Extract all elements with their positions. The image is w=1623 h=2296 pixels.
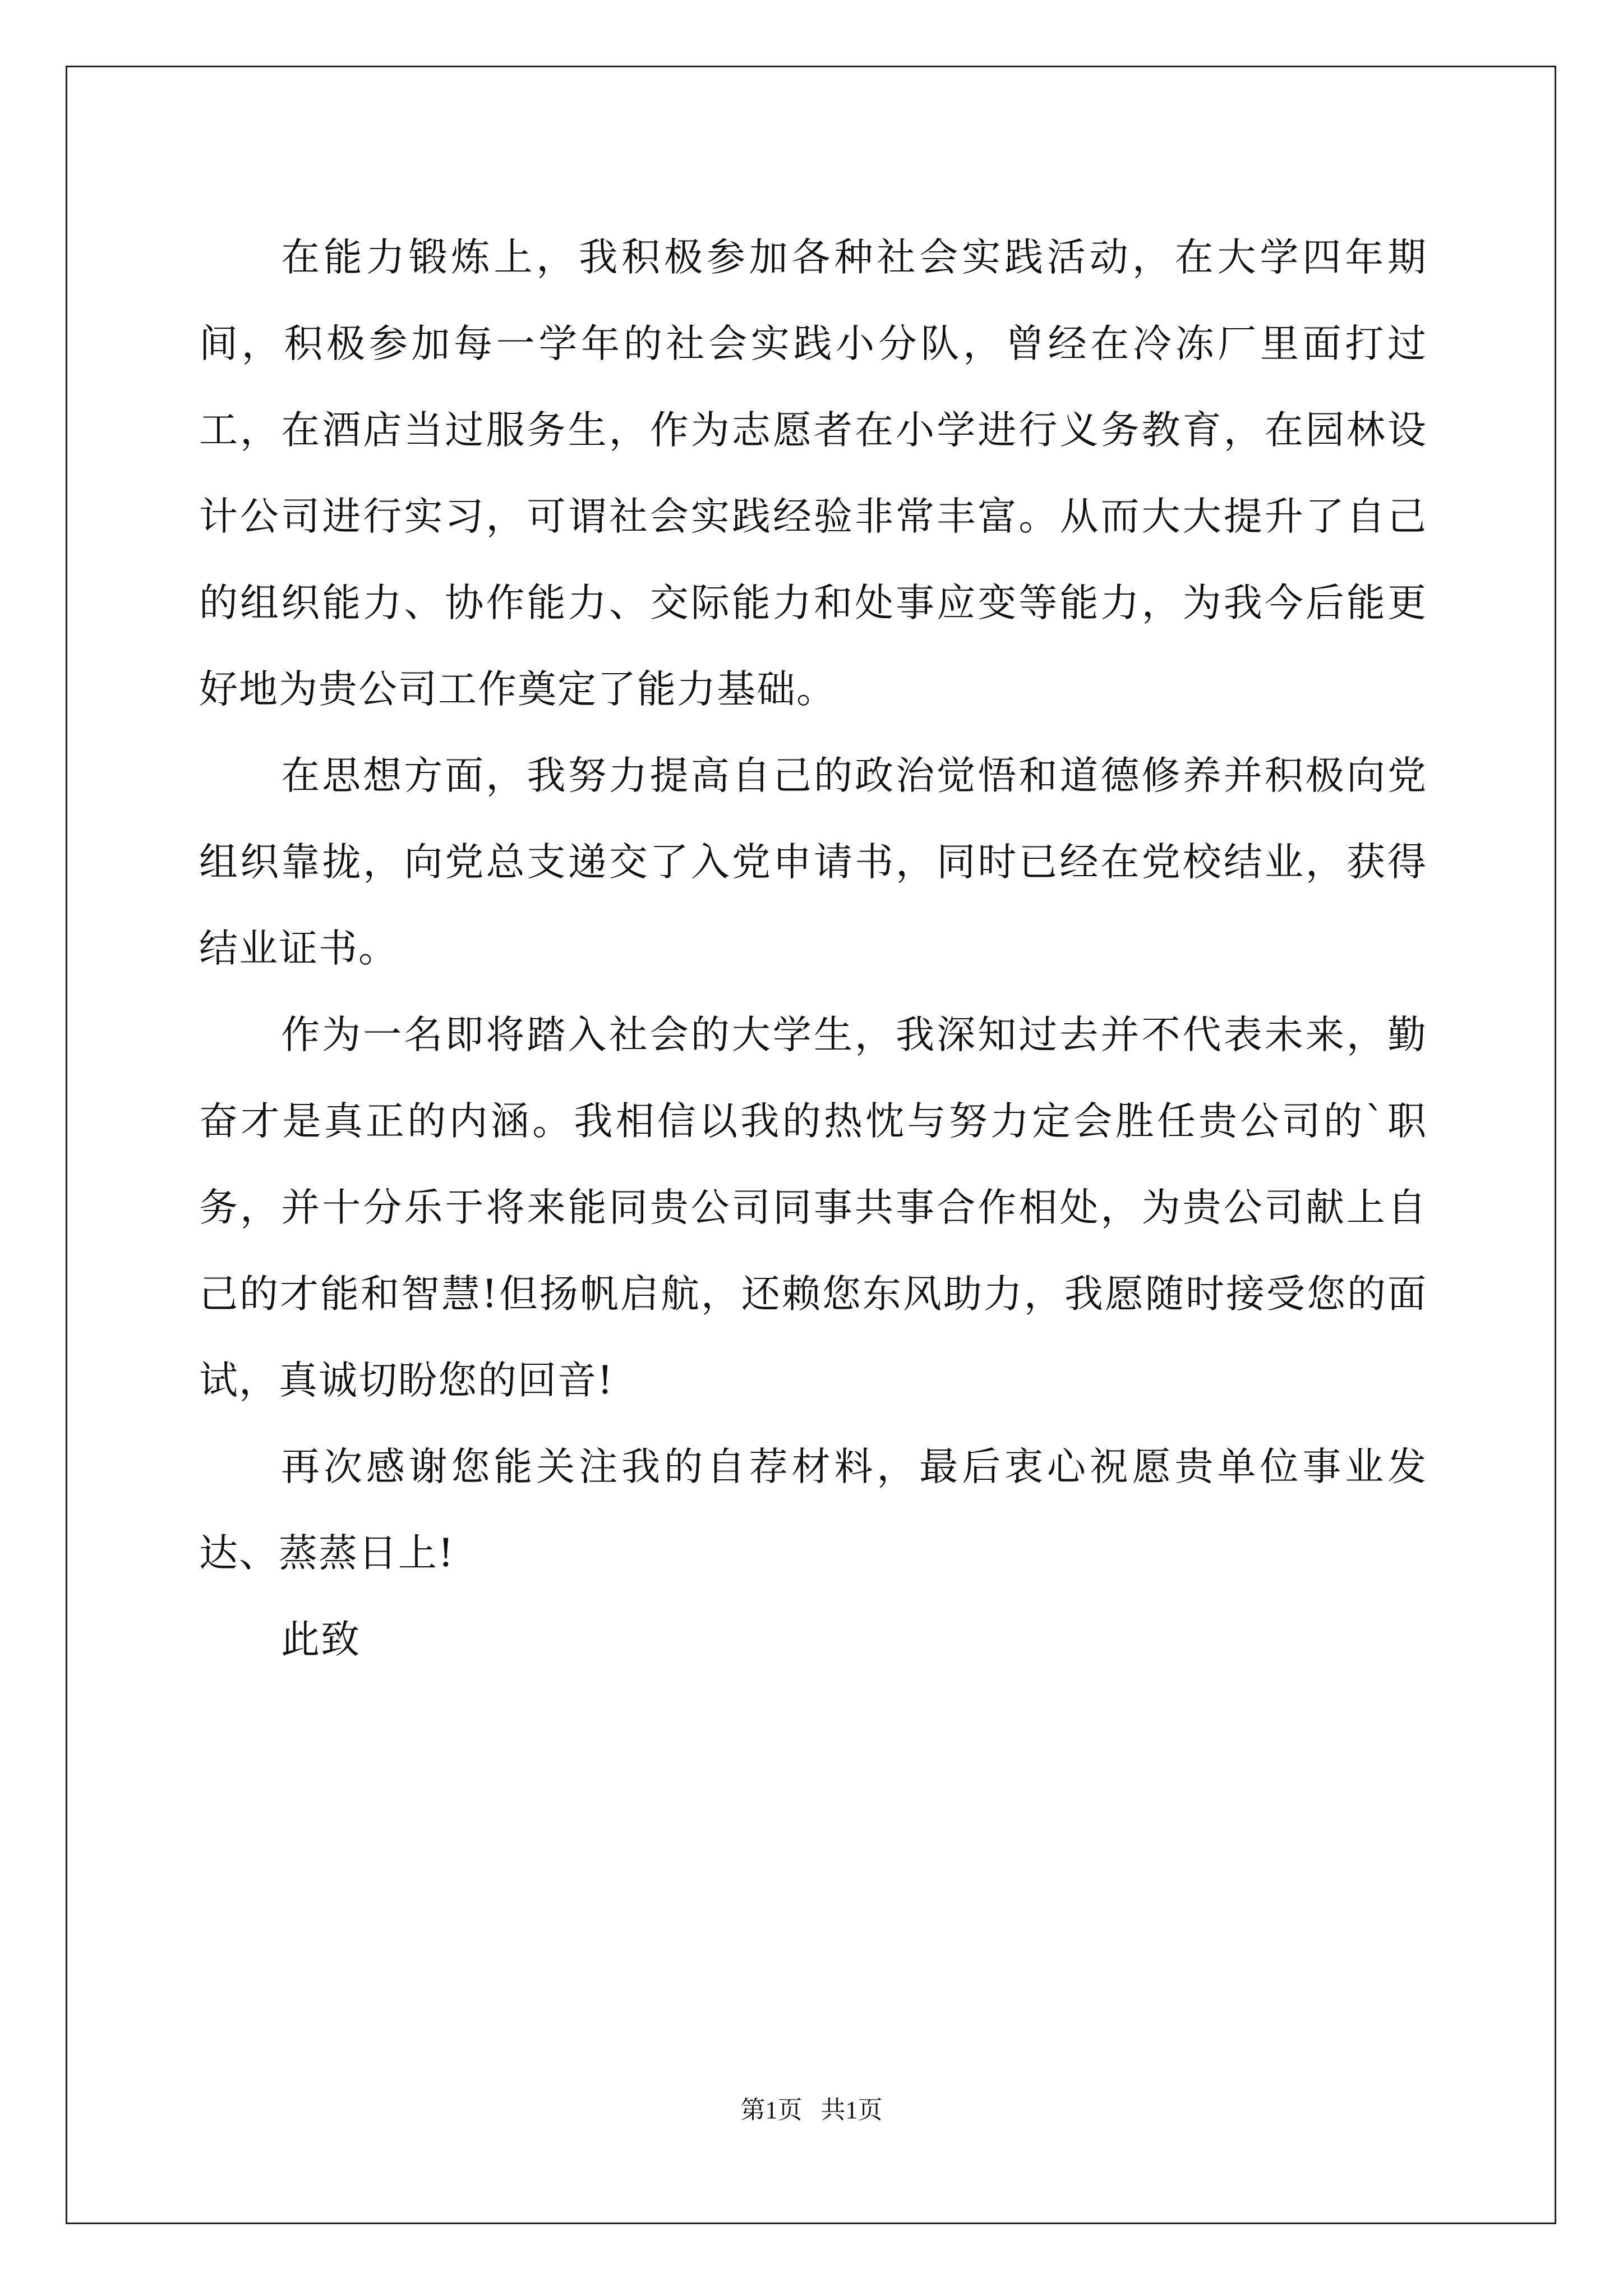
closing-salutation: 此致 (281, 1617, 361, 1662)
document-body (199, 214, 1427, 1683)
paragraph-thanks: 再次感谢您能关注我的自荐材料，最后衷心祝愿贵单位事业发达、蒸蒸日上! (199, 1444, 1427, 1576)
paragraph-ideology: 在思想方面，我努力提高自己的政治觉悟和道德修养并积极向党组织靠拢，向党总支递交了入党申请书，同时已经在党校结业，获得结业证书。 (199, 753, 1427, 971)
page-number-footer: 第1页 共1页 (740, 2096, 883, 2124)
paragraph-aspiration: 作为一名即将踏入社会的大学生，我深知过去并不代表未来，勤奋才是真正的内涵。我相信以我的热忱与努力定会胜任贵公司的`职务，并十分乐于将来能同贵公司同事共事合作相处，为贵公司献上自己的才能和智慧!但扬帆启航，还赖您东风助力，我愿随时接受您的面试，真诚切盼您的回音! (199, 1013, 1427, 1403)
paragraph-ability: 在能力锻炼上，我积极参加各种社会实践活动，在大学四年期间，积极参加每一学年的社会实践小分队，曾经在冷冻厂里面打过工，在酒店当过服务生，作为志愿者在小学进行义务教育，在园林设计公司进行实习，可谓社会实践经验非常丰富。从而大大提升了自己的组织能力、协作能力、交际能力和处事应变等能力，为我今后能更好地为贵公司工作奠定了能力基础。 (199, 235, 1427, 712)
